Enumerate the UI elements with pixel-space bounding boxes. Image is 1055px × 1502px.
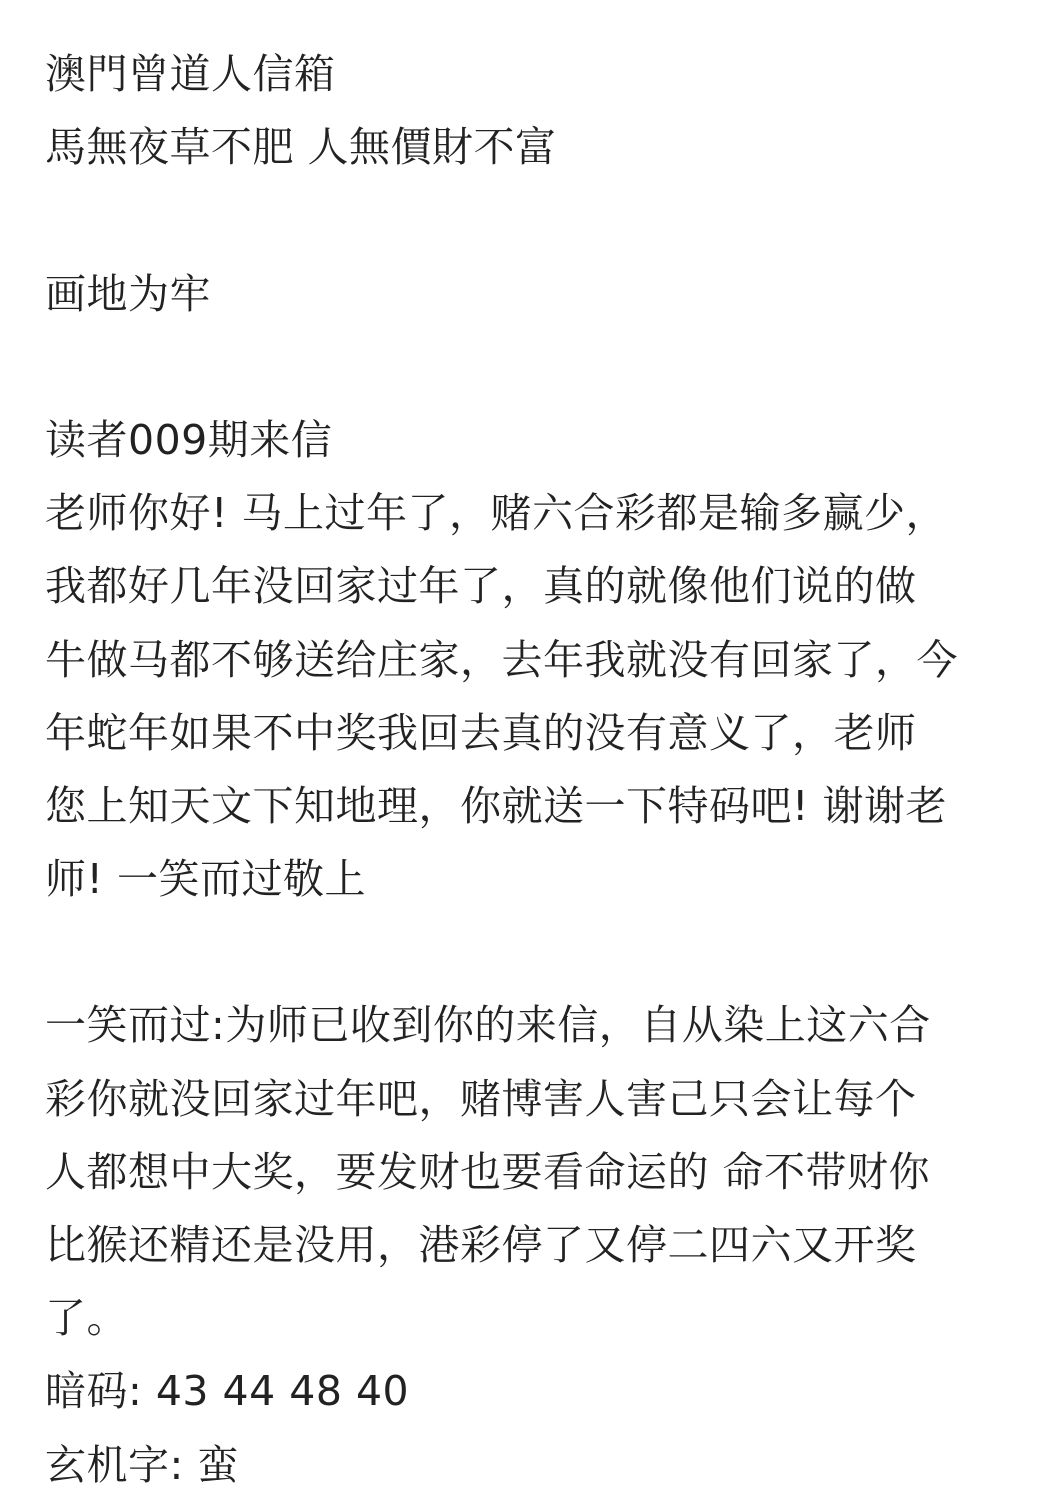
document-body	[45, 38, 1020, 1502]
mystery-character: 玄机字: 蛮	[45, 1440, 239, 1489]
mailbox-title: 澳門曾道人信箱	[45, 50, 336, 98]
section-title: 画地为牢	[45, 269, 211, 318]
reply-line: 了。	[45, 1294, 128, 1343]
letter-line: 牛做马都不够送给庄家，去年我就没有回家了，今	[45, 635, 958, 684]
letter-line: 我都好几年没回家过年了，真的就像他们说的做	[45, 562, 917, 611]
letter-line: 老师你好! 马上过年了，赌六合彩都是输多赢少，	[45, 489, 947, 538]
blank-line	[45, 331, 1020, 404]
letter-line: 您上知天文下知地理，你就送一下特码吧! 谢谢老	[45, 781, 947, 830]
letter-line: 年蛇年如果不中奖我回去真的没有意义了，老师	[45, 708, 917, 757]
reply-line: 一笑而过:为师已收到你的来信，自从染上这六合	[45, 1001, 931, 1050]
reply-line: 人都想中大奖，要发财也要看命运的 命不带财你	[45, 1147, 931, 1196]
secret-code: 暗码: 43 44 48 40	[45, 1367, 410, 1416]
reply-line: 彩你就没回家过年吧，赌博害人害己只会让每个	[45, 1074, 917, 1123]
blank-line	[45, 184, 1020, 257]
reply-line: 比猴还精还是没用，港彩停了又停二四六又开奖	[45, 1221, 917, 1269]
letter-heading: 读者009期来信	[45, 415, 333, 464]
letter-line: 师! 一笑而过敬上	[45, 855, 366, 904]
blank-line	[45, 916, 1020, 989]
motto-line: 馬無夜草不肥 人無價財不富	[45, 123, 557, 172]
